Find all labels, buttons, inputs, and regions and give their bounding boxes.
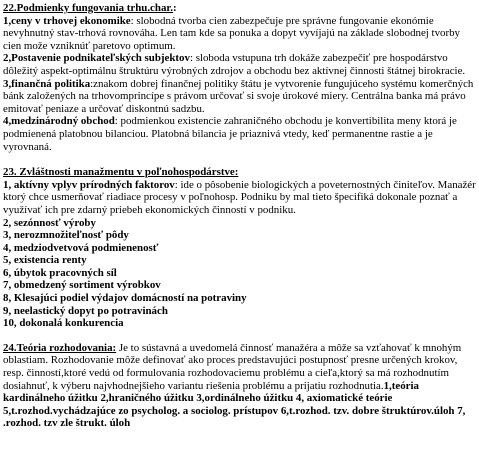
section-22-heading: 22.Podmienky fungovania trhu.char. xyxy=(3,2,173,14)
section-23-heading: 23. Zvláštnosti manažmentu v poľnohospodárstve: xyxy=(3,166,239,179)
section-22-paragraph-2 xyxy=(3,52,477,77)
section-22-title xyxy=(3,2,477,15)
paragraph-label: 1,ceny v trhovej ekonomike xyxy=(3,14,131,27)
paragraph-text: : podmienkou existencie zahraničného obchodu je konvertibilita meny ktorá je podmienená platobnou bilanciou. Platobná bilancia je priaznivá vtedy, keď permanentne rastie a je vyrovnaná. xyxy=(3,115,457,153)
section-22 xyxy=(3,2,477,153)
paragraph-text: :znakom dobrej finančnej politiky štátu je vytvorenie fungujúceho systému komerčných bánk založených na trhovomprincípe s právom určovať si svoje úrokové miery. Centrálna banka má právo emitovať peniaze a určovať diskontnú sadzbu. xyxy=(3,77,474,115)
paragraph-text: : sloboda vstupuna trh dokáže zabezpečiť pre hospodárstvo dôležitý aspekt-optimálnu štruktúru výrobných zdrojov a obchodu bez aktívnej činnosti štátnej birokracie. xyxy=(3,52,466,77)
document-page xyxy=(3,2,477,430)
section-24 xyxy=(3,342,477,430)
paragraph-text: : ide o pôsobenie biologických a poveternostných činiteľov. Manažér ktorý chce usmerňovať riadiace procesy v poľnohosp. Podniku by mal tieto špecifiká dokonale poznať a využívať ich pre zdarný priebeh ekonomických činností v podniku. xyxy=(3,178,476,216)
list-item: 7, obmedzený sortiment výrobkov xyxy=(3,279,161,292)
list-item: 3, nerozmnožiteľnosť pôdy xyxy=(3,229,129,242)
paragraph-label: 1, aktívny vplyv prírodných faktorov xyxy=(3,178,175,191)
list-item: 2, sezónnosť výroby xyxy=(3,216,96,229)
section-24-heading: 24.Teória rozhodovania: xyxy=(3,341,117,354)
paragraph-label: 4,medzinárodný obchod xyxy=(3,115,115,128)
list-item: 9, neelastický dopyt po potravinách xyxy=(3,304,168,317)
section-23 xyxy=(3,166,477,330)
list-item: 8, Klesajúci podiel výdajov domácností na potraviny xyxy=(3,292,247,305)
paragraph-text: Je to sústavná a uvedomelá činnosť manažéra a môže sa vzťahovať k mnohým oblastiam. Rozhodovanie môže definovať ako proces predstavujúci postupnosť presne určených krokov, resp. činností,ktoré vedú od formulovania rozhodovaciemu problému a cieľa,ktorý sa má rozhodnutím dosiahnuť, k výberu najvhodnejšieho variantu riešenia problému a prijatiu rozhodnutia. xyxy=(3,341,462,392)
paragraph-bold-text: 1,teória kardinálneho úžitku 2,hraničného úžitku 3,ordinálneho úžitku 4, axiomatické teórie 5,t.rozhod.vychádzajúce zo psycholog. a sociolog. prístupov 6,t.rozhod. tzv. dobre štruktúrov.úloh 7, .rozhod. tzv zle štrukt. úloh xyxy=(3,379,466,430)
list-item: 6, úbytok pracovných síl xyxy=(3,266,117,279)
list-item: 10, dokonalá konkurencia xyxy=(3,317,124,330)
section-24-paragraph xyxy=(3,342,477,430)
list-item: 5, existencia renty xyxy=(3,254,87,267)
section-22-paragraph-4 xyxy=(3,115,477,153)
section-23-paragraph-1 xyxy=(3,179,477,217)
paragraph-text: : slobodná tvorba cien zabezpečuje pre správne fungovanie ekonómie nevyhnutný stav-trhová rovnováha. Len tam kde sa ponuka a dopyt vyvíjajú na základe slobodnej tvorby cien može vzniknúť paretovo optimum. xyxy=(3,14,460,52)
paragraph-label: 3,finančná politika xyxy=(3,77,91,90)
paragraph-label: 2,Postavenie podnikateľských subjektov xyxy=(3,52,190,65)
section-22-paragraph-1 xyxy=(3,15,477,53)
section-22-heading-colon: : xyxy=(172,2,177,14)
list-item: 4, medziodvetvová podmienenosť xyxy=(3,241,159,254)
section-22-paragraph-3 xyxy=(3,78,477,116)
